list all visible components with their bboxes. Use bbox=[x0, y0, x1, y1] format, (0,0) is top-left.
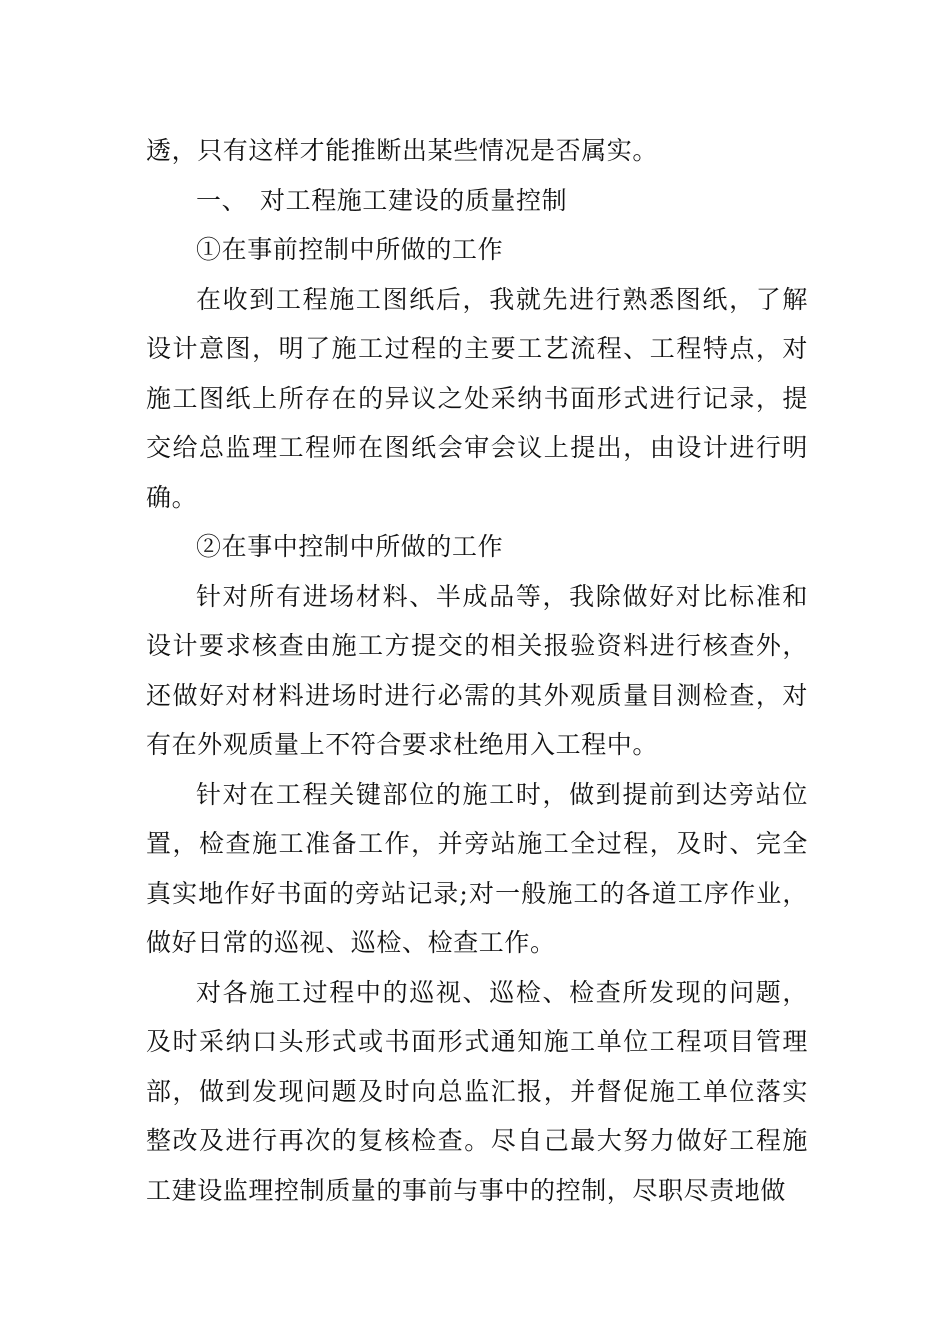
section-heading bbox=[146, 176, 808, 226]
paragraph-materials: 针对所有进场材料、半成品等，我除做好对比标准和设计要求核查由施工方提交的相关报验资料进行核查外，还做好对材料进场时进行必需的其外观质量目测检查，对有在外观质量上不符合要求杜绝用入工程中。 bbox=[146, 581, 808, 759]
subheading-in-process-control: ②在事中控制中所做的工作 bbox=[196, 532, 504, 561]
paragraph-continuation: 透，只有这样才能推断出某些情况是否属实。 bbox=[146, 136, 659, 165]
paragraph-key-parts: 针对在工程关键部位的施工时，做到提前到达旁站位置，检查施工准备工作，并旁站施工全过程，及时、完全真实地作好书面的旁站记录;对一般施工的各道工序作业，做好日常的巡视、巡检、检查工作。 bbox=[146, 779, 808, 957]
paragraph-drawings: 在收到工程施工图纸后，我就先进行熟悉图纸，了解设计意图，明了施工过程的主要工艺流程、工程特点，对施工图纸上所存在的异议之处采纳书面形式进行记录，提交给总监理工程师在图纸会审会议上提出，由设计进行明确。 bbox=[146, 284, 808, 512]
paragraph-inspection-issues: 对各施工过程中的巡视、巡检、检查所发现的问题，及时采纳口头形式或书面形式通知施工单位工程项目管理部，做到发现问题及时向总监汇报，并督促施工单位落实整改及进行再次的复核检查。尽自己最大努力做好工程施工建设监理控制质量的事前与事中的控制，尽职尽责地做 bbox=[146, 977, 808, 1205]
subheading-pre-control: ①在事前控制中所做的工作 bbox=[196, 235, 504, 264]
section-heading-text: 对工程施工建设的质量控制 bbox=[260, 185, 568, 215]
document-body bbox=[146, 126, 808, 1215]
section-number: 一、 bbox=[196, 185, 248, 215]
